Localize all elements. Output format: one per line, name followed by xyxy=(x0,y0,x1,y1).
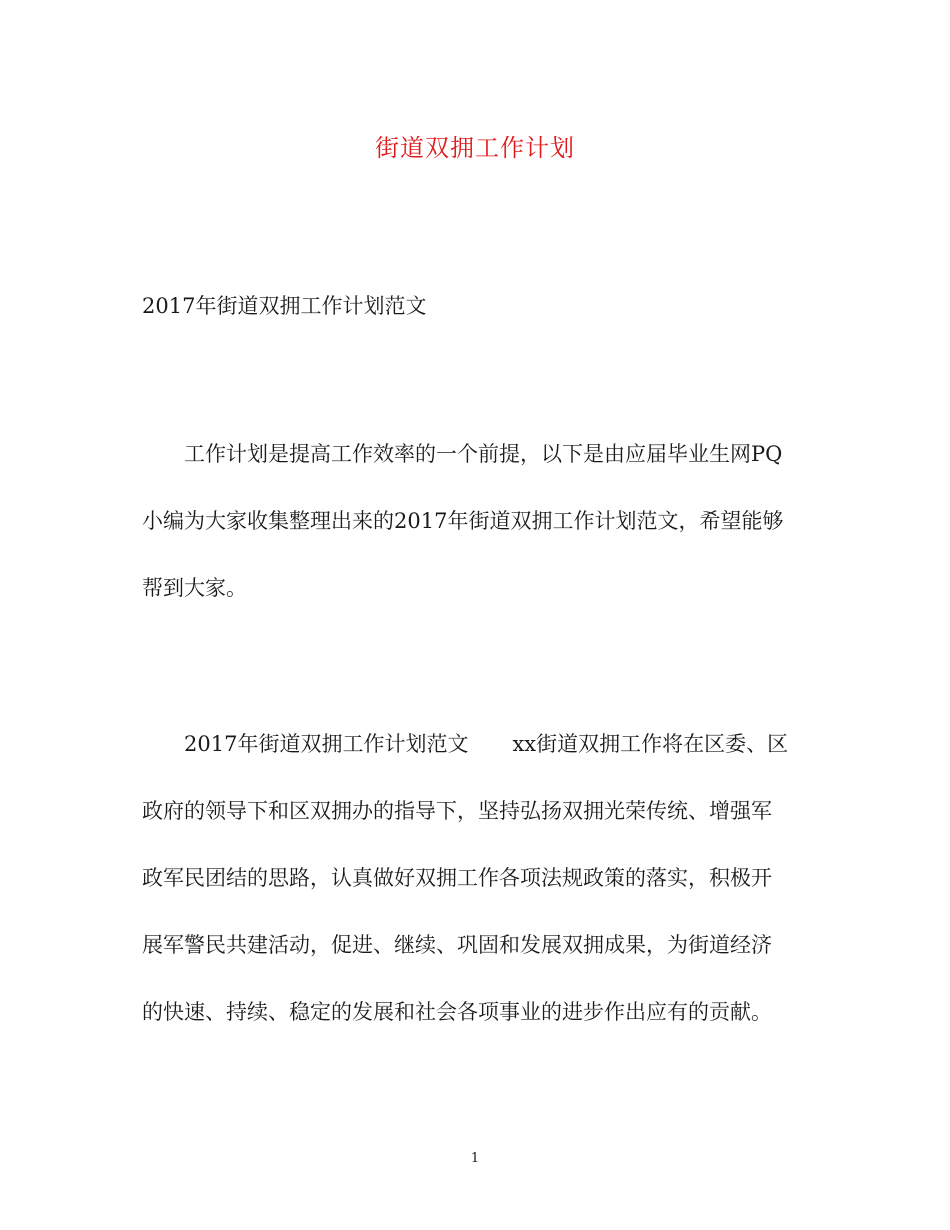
plan-line-4: 展军警民共建活动，促进、继续、巩固和发展双拥成果，为街道经济 xyxy=(142,933,772,957)
intro-paragraph xyxy=(142,436,812,637)
plan-line-1-text: xx街道双拥工作将在区委、区 xyxy=(512,732,789,756)
plan-heading-inline: 2017年街道双拥工作计划范文 xyxy=(184,732,469,756)
plan-paragraph xyxy=(142,726,812,1061)
page-number: 1 xyxy=(470,1151,480,1166)
plan-line-3: 政军民团结的思路，认真做好双拥工作各项法规政策的落实，积极开 xyxy=(142,866,772,890)
plan-line-5: 的快速、持续、稳定的发展和社会各项事业的进步作出应有的贡献。 xyxy=(142,1000,772,1024)
document-subtitle: 2017年街道双拥工作计划范文 xyxy=(142,294,427,318)
plan-line-1 xyxy=(142,726,812,762)
intro-line-2: 小编为大家收集整理出来的2017年街道双拥工作计划范文，希望能够 xyxy=(142,509,784,533)
intro-line-3: 帮到大家。 xyxy=(142,576,247,600)
document-title: 街道双拥工作计划 xyxy=(375,134,575,162)
intro-line-1: 工作计划是提高工作效率的一个前提，以下是由应届毕业生网PQ xyxy=(184,442,783,466)
plan-line-2: 政府的领导下和区双拥办的指导下，坚持弘扬双拥光荣传统、增强军 xyxy=(142,799,772,823)
